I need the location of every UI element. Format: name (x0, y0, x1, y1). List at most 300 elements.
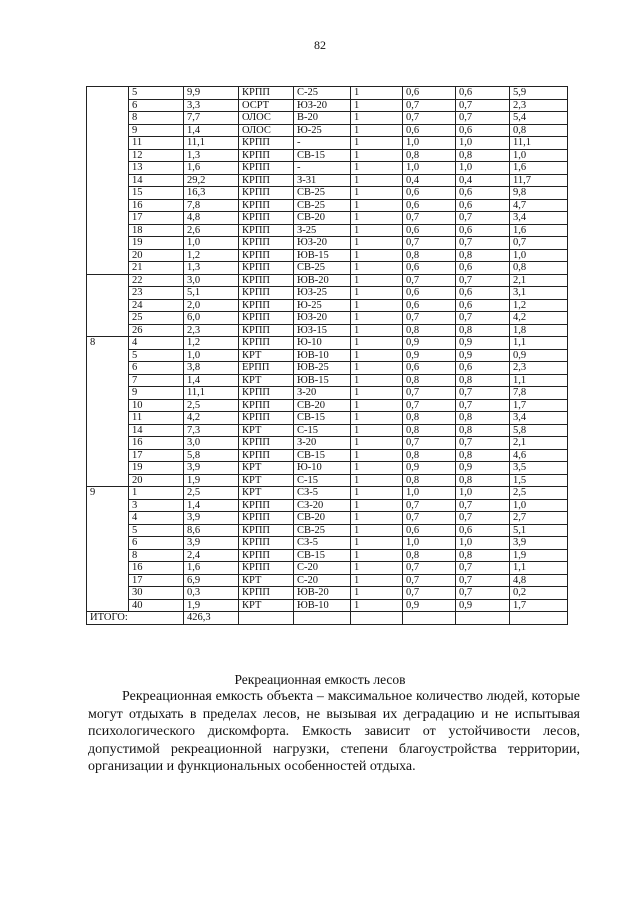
table-body (87, 87, 568, 625)
table-cell: КРПП (239, 87, 294, 100)
table-cell: 0,6 (456, 124, 510, 137)
table-cell: 30 (129, 587, 184, 600)
table-cell: 0,6 (403, 187, 456, 200)
table-cell: В-20 (294, 112, 351, 125)
table-cell: 0,8 (456, 324, 510, 337)
table-cell: СВ-20 (294, 399, 351, 412)
body-paragraph: Рекреационная емкость объекта – максимальное количество людей, которые могут отдыхать в пределах лесов, не вызывая их деградацию и не испытывая психологического дискомфорта. Емкость зависит от устойчивости лесов, допустимой рекреационной нагрузки, степени благоустройства территории, организации и функциональных особенностей отдыха. (88, 689, 580, 774)
table-cell: 0,7 (403, 312, 456, 325)
table-cell: КРПП (239, 324, 294, 337)
table-cell: 1 (351, 249, 403, 262)
table-cell: 1 (351, 399, 403, 412)
table-row (87, 599, 568, 612)
table-cell: 0,9 (403, 462, 456, 475)
table-cell: 21 (129, 262, 184, 275)
table-cell: 1 (351, 237, 403, 250)
table-cell: 0,7 (456, 574, 510, 587)
table-cell: 16 (129, 562, 184, 575)
table-cell: 40 (129, 599, 184, 612)
table-cell: 2,1 (510, 437, 568, 450)
table-cell: 5,1 (184, 287, 239, 300)
empty-cell (403, 612, 456, 625)
table-cell: 1,2 (510, 299, 568, 312)
table-cell: 1,0 (510, 149, 568, 162)
table-cell: 0,8 (403, 412, 456, 425)
table-cell: 17 (129, 574, 184, 587)
table-cell: 0,7 (403, 212, 456, 225)
table-cell: 1 (351, 449, 403, 462)
table-cell: 9 (129, 124, 184, 137)
table-cell: 0,9 (456, 599, 510, 612)
table-cell: 6 (129, 99, 184, 112)
table-cell: 0,7 (403, 274, 456, 287)
table-cell: ЮЗ-25 (294, 287, 351, 300)
table-cell: КРПП (239, 537, 294, 550)
table-cell: 1 (351, 212, 403, 225)
table-row (87, 374, 568, 387)
table-cell: 0,6 (456, 187, 510, 200)
table-cell: 0,4 (456, 174, 510, 187)
table-cell: КРПП (239, 499, 294, 512)
table-cell: 6,9 (184, 574, 239, 587)
table-row (87, 437, 568, 450)
table-cell: 18 (129, 224, 184, 237)
table-cell: 1,6 (184, 162, 239, 175)
table-cell: 0,7 (456, 512, 510, 525)
table-cell: С-15 (294, 424, 351, 437)
page-number: 82 (314, 38, 326, 52)
table-cell: С-15 (294, 474, 351, 487)
table-cell: ЮВ-20 (294, 587, 351, 600)
table-cell: 0,7 (403, 574, 456, 587)
table-cell: СВ-25 (294, 187, 351, 200)
table-cell: 1,4 (184, 374, 239, 387)
table-cell: СВ-15 (294, 149, 351, 162)
table-cell: 0,7 (456, 387, 510, 400)
table-cell: ЮВ-15 (294, 249, 351, 262)
table-cell: КРТ (239, 474, 294, 487)
section-title: Рекреационная емкость лесов (234, 672, 406, 687)
table-cell: 1,0 (456, 162, 510, 175)
group-label-cell: 9 (87, 487, 129, 612)
table-cell: 0,6 (403, 87, 456, 100)
table-row (87, 587, 568, 600)
table-cell: СВ-15 (294, 549, 351, 562)
table-cell: 0,8 (403, 424, 456, 437)
table-cell: 0,8 (510, 262, 568, 275)
table-cell: 25 (129, 312, 184, 325)
table-cell: СЗ-5 (294, 487, 351, 500)
table-row (87, 87, 568, 100)
table-cell: 1,4 (184, 499, 239, 512)
table-cell: ЮВ-20 (294, 274, 351, 287)
group-label-cell (87, 87, 129, 275)
table-cell: З-31 (294, 174, 351, 187)
table-cell: 0,7 (456, 99, 510, 112)
table-cell: Ю-10 (294, 462, 351, 475)
table-cell: 1 (351, 424, 403, 437)
table-cell: КРПП (239, 199, 294, 212)
table-row (87, 112, 568, 125)
table-cell: КРПП (239, 274, 294, 287)
table-row (87, 487, 568, 500)
table-row (87, 337, 568, 350)
table-cell: 0,6 (456, 299, 510, 312)
table-cell: 1 (351, 174, 403, 187)
table-cell: 1 (351, 524, 403, 537)
table-cell: 14 (129, 174, 184, 187)
table-cell: 5,8 (184, 449, 239, 462)
group-label-cell (87, 274, 129, 337)
table-row (87, 449, 568, 462)
empty-cell (351, 612, 403, 625)
table-cell: 23 (129, 287, 184, 300)
table-cell: 20 (129, 249, 184, 262)
table-cell: 0,9 (456, 337, 510, 350)
table-cell: СВ-15 (294, 412, 351, 425)
table-cell: СЗ-5 (294, 537, 351, 550)
table-cell: 1 (351, 374, 403, 387)
table-cell: 1,8 (510, 324, 568, 337)
table-cell: КРПП (239, 549, 294, 562)
table-cell: 0,7 (403, 387, 456, 400)
table-cell: 0,8 (456, 424, 510, 437)
table-cell: 1,0 (403, 137, 456, 150)
table-cell: 3 (129, 499, 184, 512)
table-cell: ОЛОС (239, 112, 294, 125)
table-cell: 4,8 (510, 574, 568, 587)
table-cell: 4,6 (510, 449, 568, 462)
table-cell: 0,8 (456, 249, 510, 262)
table-cell: ЮЗ-15 (294, 324, 351, 337)
table-row (87, 299, 568, 312)
table-cell: 0,6 (456, 199, 510, 212)
table-cell: Ю-25 (294, 124, 351, 137)
table-cell: 1 (351, 312, 403, 325)
table-cell: 1 (351, 562, 403, 575)
table-cell: 17 (129, 212, 184, 225)
table-row (87, 512, 568, 525)
table-cell: 20 (129, 474, 184, 487)
table-cell: Ю-25 (294, 299, 351, 312)
table-cell: 8 (129, 549, 184, 562)
table-cell: 3,3 (184, 99, 239, 112)
table-row (87, 524, 568, 537)
table-row (87, 462, 568, 475)
table-cell: ЮВ-25 (294, 362, 351, 375)
table-cell: 0,8 (403, 149, 456, 162)
table-cell: 1,9 (510, 549, 568, 562)
table-row (87, 574, 568, 587)
table-cell: 11,7 (510, 174, 568, 187)
table-cell: 3,9 (510, 537, 568, 550)
table-cell: 0,7 (456, 587, 510, 600)
table-row (87, 349, 568, 362)
table-cell: ЮВ-10 (294, 349, 351, 362)
table-cell: 0,6 (403, 299, 456, 312)
table-cell: КРПП (239, 149, 294, 162)
table-cell: 0,9 (456, 462, 510, 475)
table-row (87, 187, 568, 200)
table-cell: 9,9 (184, 87, 239, 100)
table-cell: СВ-25 (294, 524, 351, 537)
table-cell: 4,2 (184, 412, 239, 425)
table-row (87, 537, 568, 550)
table-cell: 11 (129, 137, 184, 150)
table-cell: 1 (351, 487, 403, 500)
empty-cell (456, 612, 510, 625)
table-cell: КРПП (239, 299, 294, 312)
table-cell: 11 (129, 412, 184, 425)
table-cell: 0,7 (403, 237, 456, 250)
table-row (87, 99, 568, 112)
table-cell: 3,4 (510, 212, 568, 225)
table-cell: 2,6 (184, 224, 239, 237)
table-cell: 9 (129, 387, 184, 400)
total-label: ИТОГО: (87, 612, 184, 625)
table-cell: 0,7 (456, 312, 510, 325)
table-cell: 1,9 (184, 474, 239, 487)
table-cell: 8 (129, 112, 184, 125)
table-cell: 7,7 (184, 112, 239, 125)
table-cell: 0,6 (403, 224, 456, 237)
table-cell: 0,7 (403, 399, 456, 412)
table-cell: СВ-20 (294, 212, 351, 225)
table-cell: 13 (129, 162, 184, 175)
table-cell: 1 (351, 499, 403, 512)
total-row (87, 612, 568, 625)
table-row (87, 199, 568, 212)
table-cell: 10 (129, 399, 184, 412)
table-cell: 1 (351, 87, 403, 100)
table-cell: 1,1 (510, 562, 568, 575)
table-cell: 1 (351, 512, 403, 525)
table-cell: КРПП (239, 412, 294, 425)
table-cell: 1,7 (510, 399, 568, 412)
table-cell: КРТ (239, 374, 294, 387)
table-cell: 0,6 (456, 362, 510, 375)
table-cell: 1,9 (184, 599, 239, 612)
table-cell: КРПП (239, 224, 294, 237)
table-cell: 0,6 (403, 199, 456, 212)
table-cell: 1 (351, 599, 403, 612)
table-cell: 7,8 (510, 387, 568, 400)
empty-cell (239, 612, 294, 625)
table-cell: 0,7 (403, 512, 456, 525)
table-cell: 1 (351, 462, 403, 475)
table-cell: 19 (129, 237, 184, 250)
table-cell: 1 (351, 437, 403, 450)
table-cell: 1 (351, 587, 403, 600)
table-cell: 1,0 (456, 487, 510, 500)
table-cell: 0,6 (456, 287, 510, 300)
table-cell: 2,1 (510, 274, 568, 287)
table-cell: ЮЗ-20 (294, 312, 351, 325)
table-cell: 1,7 (510, 599, 568, 612)
group-label-cell: 8 (87, 337, 129, 487)
table-cell: 1 (351, 299, 403, 312)
table-cell: 0,6 (456, 524, 510, 537)
table-cell: КРТ (239, 487, 294, 500)
table-cell: ЮВ-10 (294, 599, 351, 612)
table-cell: 0,7 (403, 562, 456, 575)
table-cell: 7,8 (184, 199, 239, 212)
table-cell: 1,0 (510, 249, 568, 262)
table-cell: 1 (351, 137, 403, 150)
table-cell: З-20 (294, 437, 351, 450)
table-cell: 0,7 (510, 237, 568, 250)
table-cell: 5,1 (510, 524, 568, 537)
table-cell: 1 (351, 362, 403, 375)
table-row (87, 324, 568, 337)
table-row (87, 212, 568, 225)
table-cell: 2,0 (184, 299, 239, 312)
table-cell: 0,7 (403, 587, 456, 600)
table-cell: КРПП (239, 387, 294, 400)
table-cell: 0,8 (456, 449, 510, 462)
table-cell: 7 (129, 374, 184, 387)
table-cell: 0,7 (456, 237, 510, 250)
table-cell: 5 (129, 87, 184, 100)
table-cell: КРПП (239, 337, 294, 350)
table-cell: ОЛОС (239, 124, 294, 137)
table-cell: 0,7 (403, 437, 456, 450)
table-row (87, 474, 568, 487)
table-cell: 0,8 (403, 449, 456, 462)
table-cell: 5,8 (510, 424, 568, 437)
table-cell: 1,1 (510, 374, 568, 387)
table-cell: 0,6 (403, 287, 456, 300)
table-cell: 0,2 (510, 587, 568, 600)
table-cell: 1,0 (403, 537, 456, 550)
table-cell: 17 (129, 449, 184, 462)
table-cell: КРТ (239, 462, 294, 475)
table-cell: 1,0 (403, 162, 456, 175)
table-cell: 2,3 (510, 99, 568, 112)
table-cell: 1,3 (184, 262, 239, 275)
table-cell: 1,2 (184, 249, 239, 262)
table-cell: 29,2 (184, 174, 239, 187)
table-cell: КРПП (239, 137, 294, 150)
table-cell: 26 (129, 324, 184, 337)
table-cell: С-20 (294, 562, 351, 575)
table-cell: 0,8 (403, 474, 456, 487)
table-cell: 1 (351, 537, 403, 550)
table-cell: 1 (351, 149, 403, 162)
table-row (87, 249, 568, 262)
table-cell: 0,8 (510, 124, 568, 137)
table-cell: 2,7 (510, 512, 568, 525)
table-cell: 6 (129, 362, 184, 375)
table-cell: ЮВ-15 (294, 374, 351, 387)
table-cell: 2,5 (510, 487, 568, 500)
table-cell: 0,6 (456, 87, 510, 100)
table-cell: СЗ-20 (294, 499, 351, 512)
table-cell: 1 (351, 199, 403, 212)
table-cell: 1 (351, 274, 403, 287)
table-cell: - (294, 162, 351, 175)
table-cell: 1 (351, 124, 403, 137)
table-cell: 1 (351, 412, 403, 425)
table-row (87, 274, 568, 287)
table-cell: 6,0 (184, 312, 239, 325)
table-cell: 4 (129, 337, 184, 350)
table-cell: 1,6 (184, 562, 239, 575)
table-cell: 1 (351, 112, 403, 125)
table-cell: 5 (129, 524, 184, 537)
table-cell: 2,5 (184, 487, 239, 500)
table-cell: 0,4 (403, 174, 456, 187)
table-row (87, 124, 568, 137)
table-cell: 1 (351, 262, 403, 275)
table-cell: 1,3 (184, 149, 239, 162)
table-cell: 0,8 (403, 374, 456, 387)
table-cell: КРПП (239, 162, 294, 175)
table-row (87, 499, 568, 512)
table-row (87, 362, 568, 375)
table-cell: 2,4 (184, 549, 239, 562)
table-cell: 1 (129, 487, 184, 500)
table-cell: 0,7 (456, 437, 510, 450)
table-cell: 0,8 (403, 549, 456, 562)
table-row (87, 412, 568, 425)
table-row (87, 287, 568, 300)
table-cell: 16,3 (184, 187, 239, 200)
table-cell: 3,9 (184, 462, 239, 475)
table-cell: З-25 (294, 224, 351, 237)
table-cell: 1 (351, 549, 403, 562)
table-cell: 4,2 (510, 312, 568, 325)
table-cell: 1 (351, 287, 403, 300)
table-cell: 1 (351, 224, 403, 237)
table-cell: КРТ (239, 574, 294, 587)
table-cell: КРТ (239, 599, 294, 612)
table-cell: 0,9 (510, 349, 568, 362)
table-cell: 0,8 (456, 412, 510, 425)
table-cell: СВ-20 (294, 512, 351, 525)
table-cell: 1,0 (184, 237, 239, 250)
table-row (87, 387, 568, 400)
table-cell: 1,6 (510, 162, 568, 175)
table-cell: 0,8 (403, 249, 456, 262)
table-cell: 16 (129, 437, 184, 450)
table-cell: 0,7 (456, 499, 510, 512)
table-cell: 1 (351, 324, 403, 337)
table-cell: 1 (351, 574, 403, 587)
table-cell: КРПП (239, 399, 294, 412)
table-cell: 11,1 (184, 387, 239, 400)
table-cell: 0,7 (456, 399, 510, 412)
table-cell: 0,8 (456, 474, 510, 487)
table-cell: 6 (129, 537, 184, 550)
table-cell: 4 (129, 512, 184, 525)
table-cell: 3,1 (510, 287, 568, 300)
table-cell: 0,7 (403, 499, 456, 512)
table-cell: С-20 (294, 574, 351, 587)
table-cell: 7,3 (184, 424, 239, 437)
table-cell: 0,9 (403, 337, 456, 350)
table-row (87, 262, 568, 275)
table-cell: 0,9 (403, 349, 456, 362)
table-cell: 11,1 (184, 137, 239, 150)
table-cell: С-25 (294, 87, 351, 100)
table-cell: 1,1 (510, 337, 568, 350)
table-cell: КРПП (239, 249, 294, 262)
table-cell: 0,3 (184, 587, 239, 600)
table-cell: 4,7 (510, 199, 568, 212)
table-cell: 0,7 (456, 274, 510, 287)
table-cell: 1,5 (510, 474, 568, 487)
